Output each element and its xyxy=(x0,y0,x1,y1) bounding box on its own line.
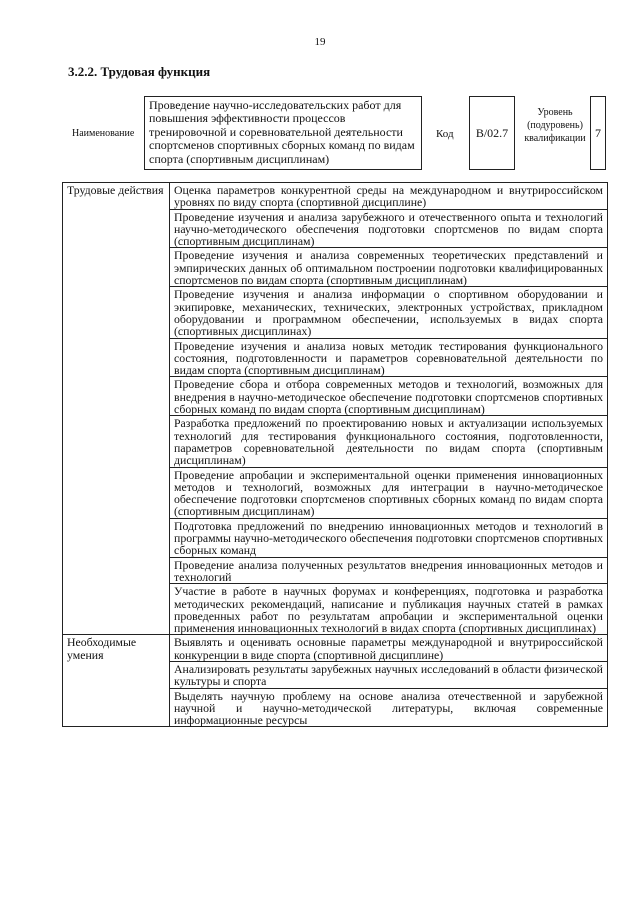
table-cell: Проведение анализа полученных результатов внедрения инновационных методов и технологий xyxy=(170,557,608,584)
table-cell: Проведение апробации и экспериментальной оценки применения инновационных методов и технологий, возможных для интеграции в научно-методическое обеспечение подготовки спортсменов спортивных сборных команд по видам спорта (спортивным дисциплинам) xyxy=(170,467,608,518)
table-cell: Подготовка предложений по внедрению инновационных методов и технологий в программы научно-методического обеспечения подготовки спортсменов спортивных сборных команд xyxy=(170,518,608,557)
page-number: 19 xyxy=(314,36,326,48)
table-cell: Проведение сбора и отбора современных методов и технологий, возможных для внедрения в научно-методическое обеспечение подготовки спортсменов спортивных сборных команд по видам спорта (спортивным дисциплинам) xyxy=(170,377,608,416)
section-title: 3.2.2. Трудовая функция xyxy=(68,64,211,79)
level-value: 7 xyxy=(590,96,606,170)
code-label: Код xyxy=(436,128,454,140)
table-row xyxy=(63,635,608,662)
table-cell: Проведение изучения и анализа современных теоретических представлений и эмпирических данных об оптимальном построении подготовки квалифицированных спортсменов по видам спорта (спортивным дисциплинам) xyxy=(170,248,608,287)
table-cell: Выделять научную проблему на основе анализа отечественной и зарубежной научной и научно-методической литературы, включая современные информационные ресурсы xyxy=(170,688,608,727)
table-cell: Разработка предложений по проектированию новых и актуализации используемых технологий для тестирования функционального состояния, подготовленности, параметров соревновательной деятельности по видам спорта (спортивным дисциплинам) xyxy=(170,416,608,467)
name-label: Наименование xyxy=(72,128,135,139)
table-cell: Проведение изучения и анализа новых методик тестирования функционального состояния, подготовленности и параметров соревновательной деятельности по видам спорта (спортивным дисциплинам) xyxy=(170,338,608,377)
table-cell: Проведение изучения и анализа информации о спортивном оборудовании и экипировке, механических, технических, электронных устройствах, прикладном оборудовании и программном обеспечении, используемых в видах спорта (спортивных дисциплинах) xyxy=(170,287,608,338)
table-cell: Оценка параметров конкурентной среды на международном и внутрироссийском уровнях по виду спорта (спортивной дисциплине) xyxy=(170,183,608,210)
table-cell: Проведение изучения и анализа зарубежного и отечественного опыта и технологий научно-методического обеспечения подготовки спортсменов по видам спорта (спортивным дисциплинам) xyxy=(170,209,608,248)
table-cell: Участие в работе в научных форумах и конференциях, подготовка и разработка методических рекомендаций, написание и публикация научных статей в рамках проведенных работ по результатам апробации и экспериментальной оценки применения инновационных технологий в видах спорта (спортивных дисциплинах) xyxy=(170,584,608,635)
level-label: Уровень (подуровень) квалификации xyxy=(524,107,586,144)
code-value: B/02.7 xyxy=(469,96,515,170)
table-cell: Анализировать результаты зарубежных научных исследований в области физической культуры и спорта xyxy=(170,661,608,688)
function-title: Проведение научно-исследовательских работ для повышения эффективности процессов тренировочной и соревновательной деятельности спортсменов спортивных сборных команд по видам спорта (спортивным дисциплинам) xyxy=(144,96,422,170)
group-label: Необходимые умения xyxy=(63,635,170,727)
group-label: Трудовые действия xyxy=(63,183,170,635)
table-cell: Выявлять и оценивать основные параметры международной и внутрироссийской конкуренции в виде спорта (спортивной дисциплине) xyxy=(170,635,608,662)
function-table xyxy=(62,182,608,727)
table-row xyxy=(63,183,608,210)
